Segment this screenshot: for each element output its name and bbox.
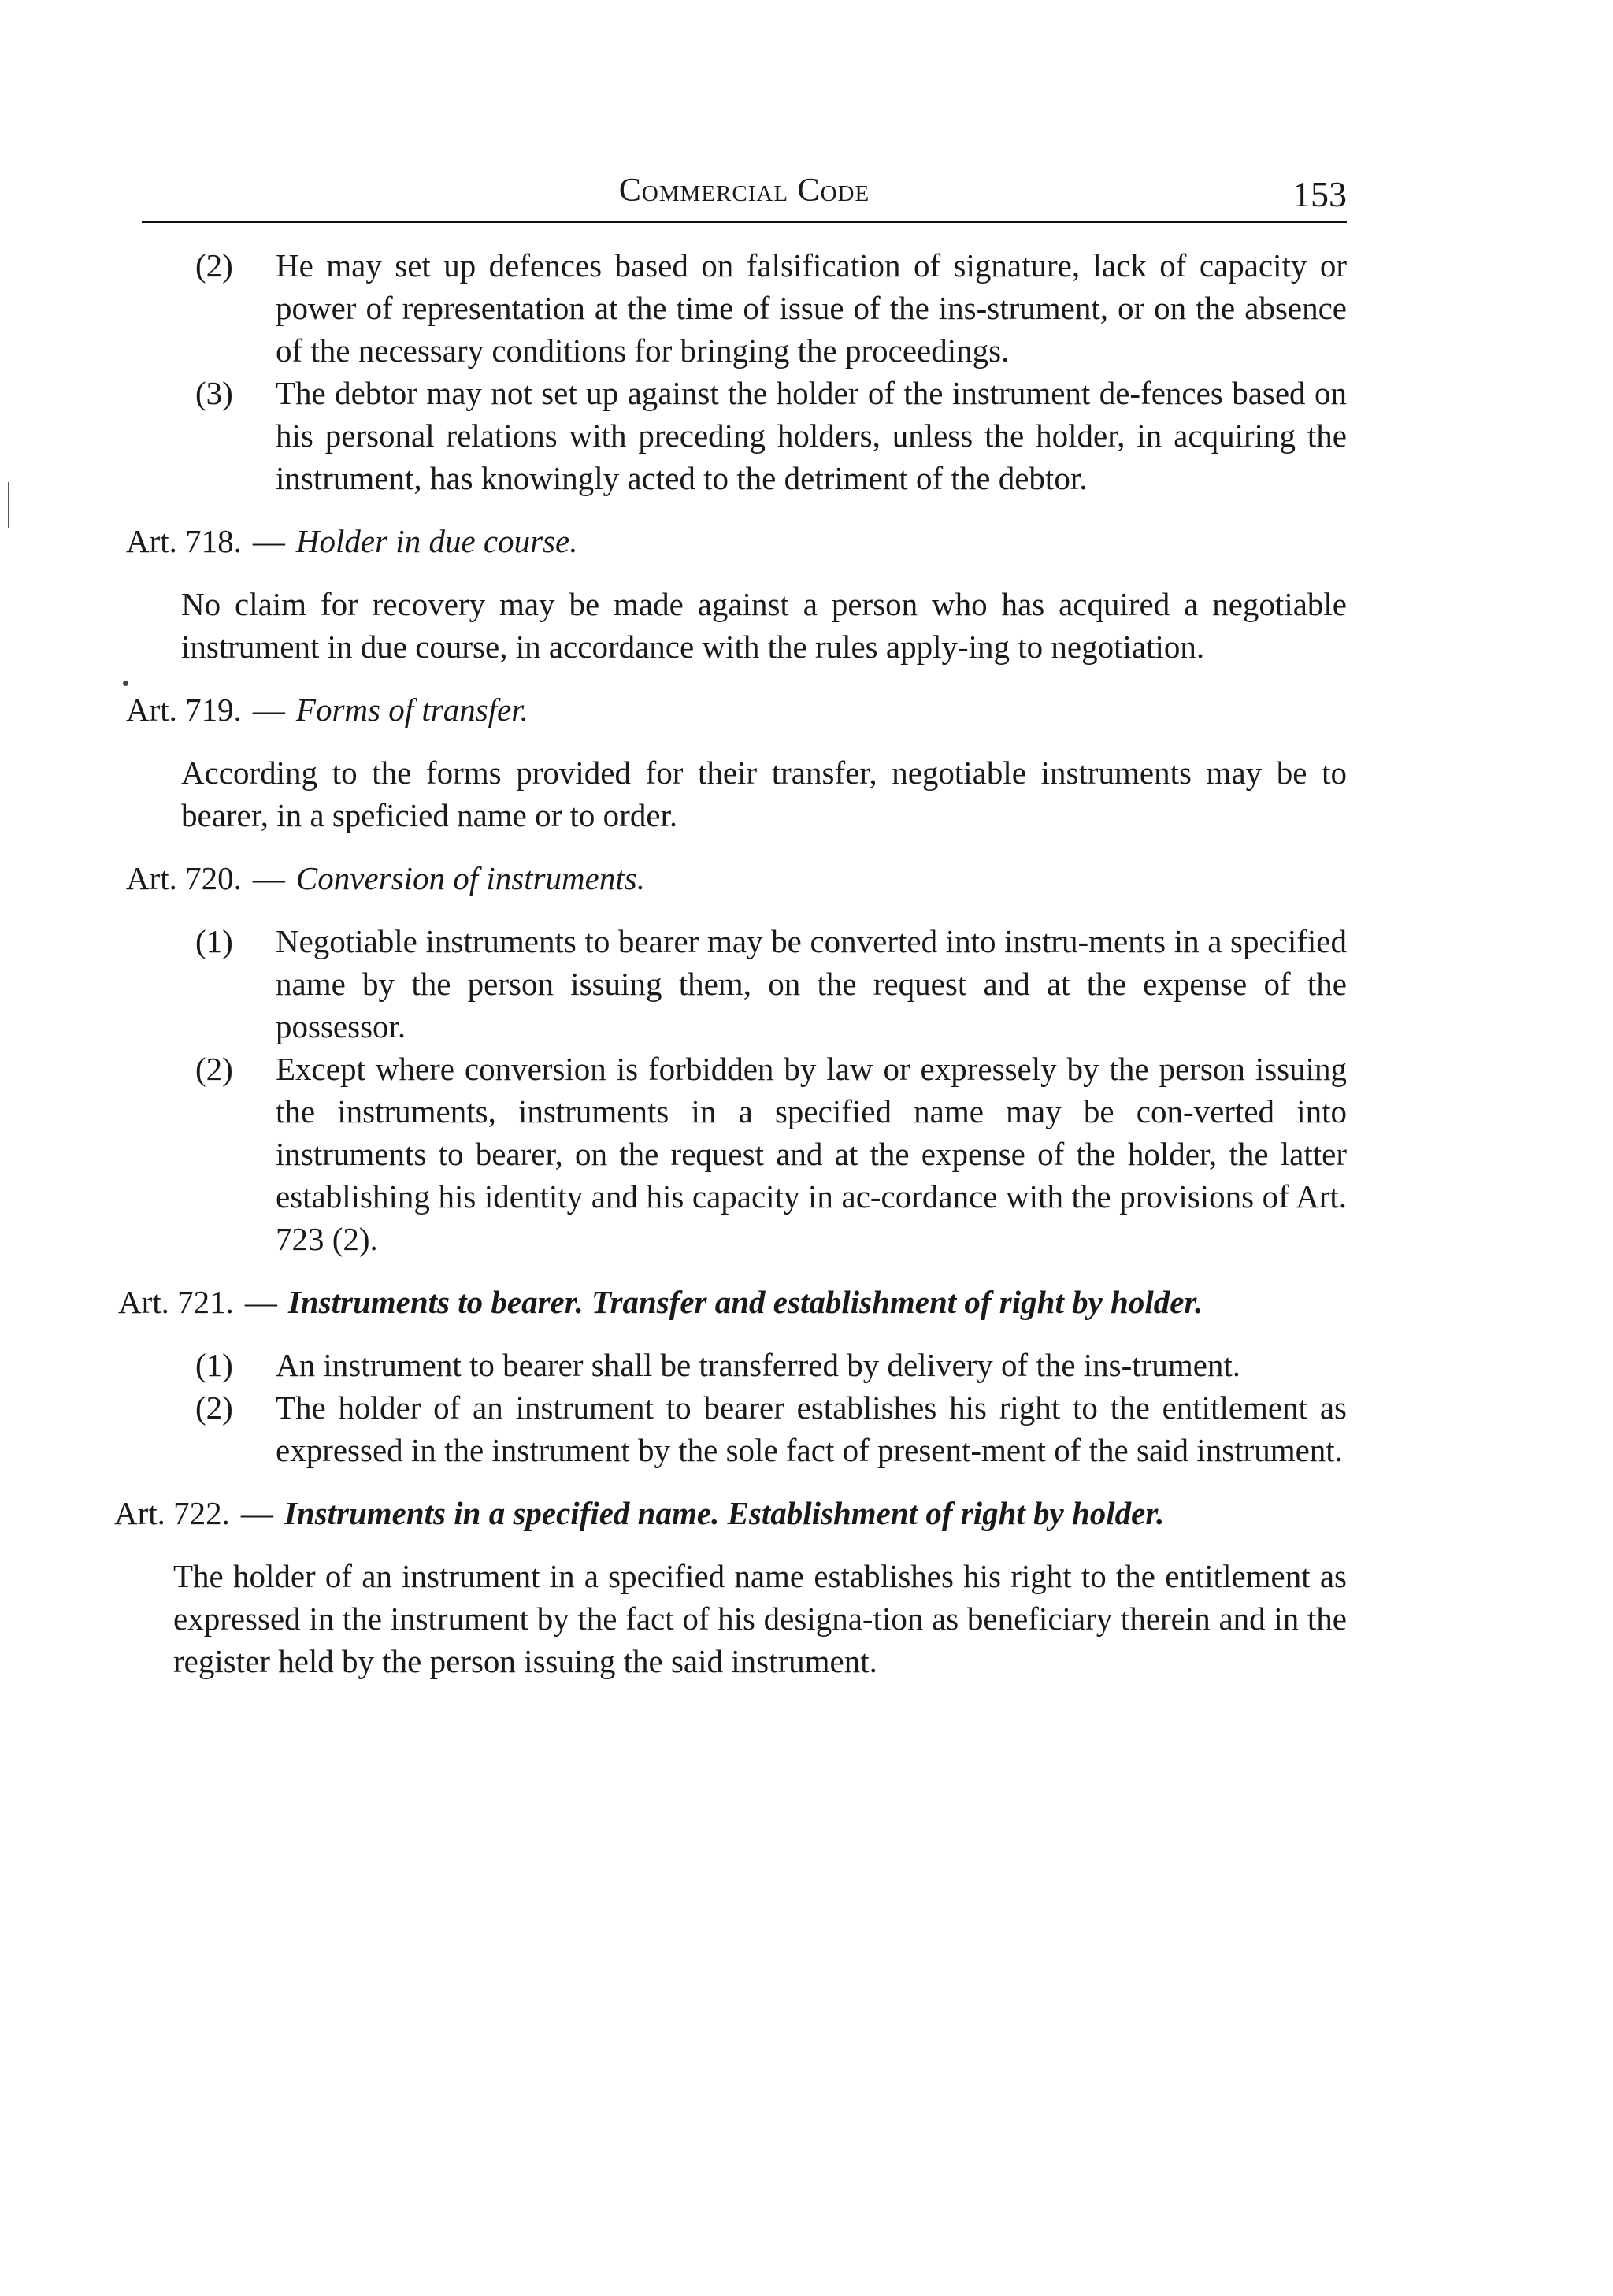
item-text: An instrument to bearer shall be transferred by delivery of the ins-trument.	[276, 1347, 1241, 1383]
running-title: Commercial Code	[618, 172, 870, 209]
item-text: The debtor may not set up against the holder of the instrument de-fences based on his personal relations with preceding holders, unless the holder, in acquiring the instrument, has knowingly acted to the detriment of the debtor.	[276, 375, 1347, 496]
page-body	[114, 244, 1347, 1682]
article-heading	[126, 520, 1347, 562]
list-item	[189, 1344, 1347, 1386]
item-text: The holder of an instrument to bearer establishes his right to the entitlement as expressed in the instrument by the sole fact of present-ment of the said instrument.	[276, 1389, 1347, 1468]
running-head	[142, 172, 1347, 219]
article-body: According to the forms provided for their transfer, negotiable instruments may be to bearer, in a speficied name or to order.	[181, 755, 1347, 833]
article-title: Forms of transfer.	[295, 692, 528, 728]
header-rule	[142, 221, 1347, 223]
article-heading	[114, 1492, 1347, 1534]
list-item	[189, 244, 1347, 372]
article-dash: —	[252, 692, 285, 728]
article-body: No claim for recovery may be made against a person who has acquired a negotiable instrument in due course, in accordance with the rules apply-ing to negotiation.	[181, 586, 1347, 665]
article-title: Holder in due course.	[295, 523, 578, 559]
list-item	[189, 920, 1347, 1048]
item-number: (1)	[195, 923, 233, 959]
article-heading	[118, 1281, 1347, 1323]
article-label: Art. 718.	[126, 523, 242, 559]
article-heading	[126, 857, 1347, 899]
item-text: Except where conversion is forbidden by law or expressely by the person issuing the instruments, instruments in a specified name may be con-verted into instruments to bearer, on the request and at the expense of the holder, the latter establishing his identity and his capacity in ac-cordance with the provisions of Art. 723 (2).	[276, 1051, 1347, 1257]
article-title: Instruments to bearer. Transfer and establishment of right by holder.	[287, 1284, 1203, 1320]
item-number: (2)	[195, 1389, 233, 1426]
item-number: (1)	[195, 1347, 233, 1383]
item-number: (2)	[195, 247, 233, 284]
list-item	[189, 1048, 1347, 1260]
item-number: (3)	[195, 375, 233, 411]
margin-mark	[8, 482, 9, 528]
article-label: Art. 722.	[114, 1495, 230, 1531]
item-text: Negotiable instruments to bearer may be converted into instru-ments in a specified name by the person issuing them, on the request and at the expense of the possessor.	[276, 923, 1347, 1044]
item-text: He may set up defences based on falsification of signature, lack of capacity or power of representation at the time of issue of the ins-strument, or on the absence of the necessary conditions for bringing the proceedings.	[276, 247, 1347, 369]
article-label: Art. 721.	[118, 1284, 234, 1320]
article-dash: —	[240, 1495, 273, 1531]
list-item	[189, 372, 1347, 499]
article-dash: —	[244, 1284, 277, 1320]
article-label: Art. 720.	[126, 860, 242, 896]
item-number: (2)	[195, 1051, 233, 1087]
article-title: Conversion of instruments.	[295, 860, 645, 896]
article-body: The holder of an instrument in a specified name establishes his right to the entitlement as expressed in the instrument by the fact of his designa-tion as beneficiary therein and in the register held by the person issuing the said instrument.	[173, 1558, 1347, 1679]
margin-dot	[123, 681, 128, 686]
article-dash: —	[252, 523, 285, 559]
article-dash: —	[252, 860, 285, 896]
article-heading	[126, 688, 1347, 731]
page-number: 153	[1292, 174, 1347, 214]
list-item	[189, 1386, 1347, 1471]
article-label: Art. 719.	[126, 692, 242, 728]
article-title: Instruments in a specified name. Establishment of right by holder.	[284, 1495, 1165, 1531]
